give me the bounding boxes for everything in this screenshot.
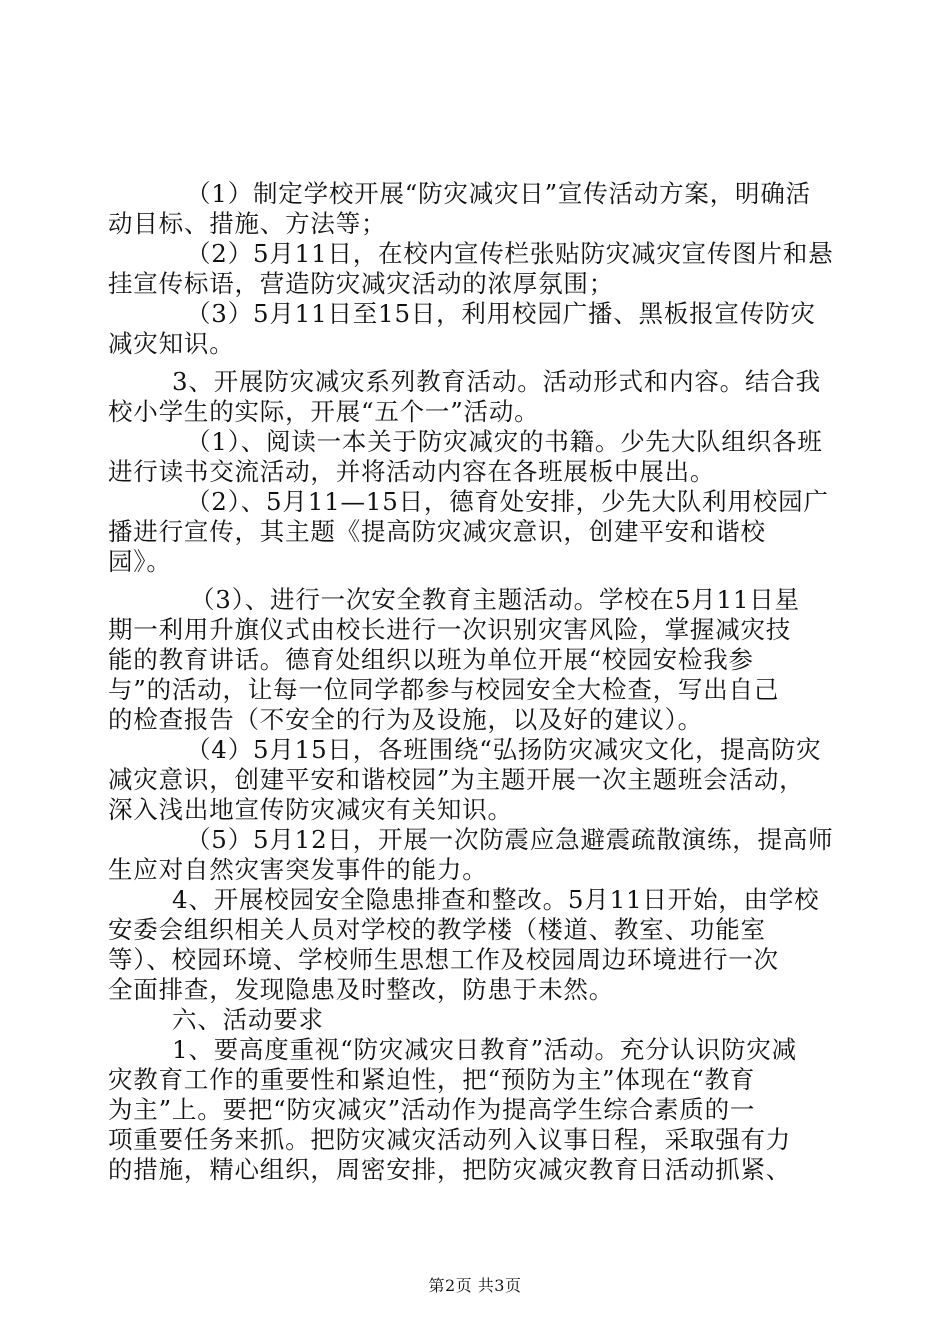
text-line-4: 挂宣传标语，营造防灾减灾活动的浓厚氛围； bbox=[108, 269, 614, 298]
text-line-22: （5）5月12日，开展一次防震应急避震疏散演练，提高师 bbox=[186, 825, 834, 854]
text-line-17: 与”的活动，让每一位同学都参与校园安全大检查，写出自己 bbox=[108, 675, 780, 704]
text-line-3: （2）5月11日，在校内宣传栏张贴防灾减灾宣传图片和悬 bbox=[186, 239, 834, 268]
text-line-6: 减灾知识。 bbox=[108, 329, 235, 358]
text-line-16: 能的教育讲话。德育处组织以班为单位开展“校园安检我参 bbox=[108, 645, 754, 674]
text-line-18: 的检查报告（不安全的行为及设施，以及好的建议）。 bbox=[108, 705, 703, 734]
page-footer: 第2页 共3页 bbox=[428, 1276, 522, 1295]
text-line-11: （2）、5月11—15日，德育处安排，少先大队利用校园广 bbox=[186, 487, 829, 516]
text-line-8: 校小学生的实际，开展“五个一”活动。 bbox=[108, 397, 540, 426]
text-line-30: 灾教育工作的重要性和紧迫性，把“预防为主”体现在“教育 bbox=[108, 1065, 756, 1094]
text-line-23: 生应对自然灾害突发事件的能力。 bbox=[108, 855, 488, 884]
text-line-14: （3）、进行一次安全教育主题活动。学校在5月11日星 bbox=[190, 585, 800, 614]
text-line-33: 的措施，精心组织，周密安排，把防灾减灾教育日活动抓紧、 bbox=[108, 1155, 792, 1184]
text-line-26: 等）、校园环境、学校师生思想工作及校园周边环境进行一次 bbox=[108, 945, 779, 974]
text-line-12: 播进行宣传，其主题《提高防灾减灾意识，创建平安和谐校 bbox=[108, 517, 766, 546]
text-line-10: 进行读书交流活动，并将活动内容在各班展板中展出。 bbox=[108, 457, 716, 486]
text-line-19: （4）5月15日，各班围绕“弘扬防灾减灾文化，提高防灾 bbox=[186, 735, 822, 764]
text-line-9: （1）、阅读一本关于防灾减灾的书籍。少先大队组织各班 bbox=[186, 427, 823, 456]
text-line-27: 全面排查，发现隐患及时整改，防患于未然。 bbox=[108, 975, 614, 1004]
text-line-29: 1、要高度重视“防灾减灾日教育”活动。充分认识防灾减 bbox=[172, 1035, 797, 1064]
text-line-20: 减灾意识，创建平安和谐校园”为主题开展一次主题班会活动， bbox=[108, 765, 805, 794]
text-line-32: 项重要任务来抓。把防灾减灾活动列入议事日程，采取强有力 bbox=[108, 1125, 792, 1154]
text-line-31: 为主”上。要把“防灾减灾”活动作为提高学生综合素质的一 bbox=[108, 1095, 756, 1124]
section-heading: 六、活动要求 bbox=[172, 1005, 324, 1034]
text-line-15: 期一利用升旗仪式由校长进行一次识别灾害风险，掌握减灾技 bbox=[108, 615, 792, 644]
text-line-25: 安委会组织相关人员对学校的教学楼（楼道、教室、功能室 bbox=[108, 915, 766, 944]
text-line-1: （1）制定学校开展“防灾减灾日”宣传活动方案，明确活 bbox=[186, 179, 811, 208]
text-line-13: 园》。 bbox=[108, 547, 172, 576]
text-line-5: （3）5月11日至15日，利用校园广播、黑板报宣传防灾 bbox=[186, 299, 816, 328]
text-line-7: 3、开展防灾减灾系列教育活动。活动形式和内容。结合我 bbox=[172, 367, 821, 396]
text-line-21: 深入浅出地宣传防灾减灾有关知识。 bbox=[108, 795, 513, 824]
text-line-2: 动目标、措施、方法等； bbox=[108, 209, 387, 238]
text-line-24: 4、开展校园安全隐患排查和整改。5月11日开始，由学校 bbox=[172, 885, 820, 914]
